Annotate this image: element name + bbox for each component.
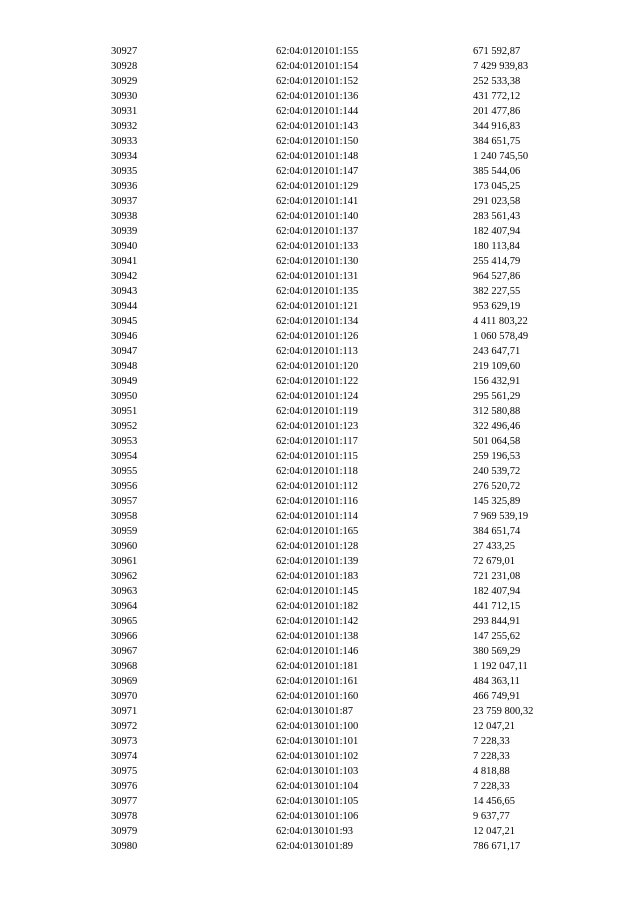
cadastral-value: 276 520,72 bbox=[473, 481, 521, 492]
cadastral-value: 243 647,71 bbox=[473, 346, 521, 357]
cadastral-value: 7 228,33 bbox=[473, 781, 510, 792]
table-row bbox=[0, 344, 640, 359]
cadastral-value: 466 749,91 bbox=[473, 691, 521, 702]
cadastral-number: 62:04:0120101:115 bbox=[276, 451, 358, 462]
table-row bbox=[0, 284, 640, 299]
cadastral-value: 293 844,91 bbox=[473, 616, 521, 627]
table-row bbox=[0, 359, 640, 374]
table-row bbox=[0, 749, 640, 764]
row-number: 30959 bbox=[111, 526, 138, 537]
cadastral-value-table bbox=[0, 44, 640, 854]
row-number: 30950 bbox=[111, 391, 138, 402]
row-number: 30972 bbox=[111, 721, 138, 732]
cadastral-number: 62:04:0120101:119 bbox=[276, 406, 358, 417]
cadastral-value: 173 045,25 bbox=[473, 181, 521, 192]
cadastral-value: 501 064,58 bbox=[473, 436, 521, 447]
table-row bbox=[0, 239, 640, 254]
cadastral-number: 62:04:0120101:114 bbox=[276, 511, 358, 522]
cadastral-value: 252 533,38 bbox=[473, 76, 521, 87]
row-number: 30953 bbox=[111, 436, 138, 447]
cadastral-number: 62:04:0120101:129 bbox=[276, 181, 359, 192]
cadastral-number: 62:04:0120101:135 bbox=[276, 286, 359, 297]
cadastral-number: 62:04:0120101:142 bbox=[276, 616, 359, 627]
cadastral-value: 240 539,72 bbox=[473, 466, 521, 477]
row-number: 30952 bbox=[111, 421, 138, 432]
row-number: 30944 bbox=[111, 301, 138, 312]
cadastral-value: 384 651,75 bbox=[473, 136, 521, 147]
cadastral-number: 62:04:0130101:102 bbox=[276, 751, 359, 762]
cadastral-value: 72 679,01 bbox=[473, 556, 515, 567]
cadastral-value: 219 109,60 bbox=[473, 361, 521, 372]
table-row bbox=[0, 824, 640, 839]
row-number: 30977 bbox=[111, 796, 138, 807]
cadastral-value: 4 411 803,22 bbox=[473, 316, 528, 327]
cadastral-value: 291 023,58 bbox=[473, 196, 521, 207]
cadastral-number: 62:04:0120101:147 bbox=[276, 166, 359, 177]
cadastral-value: 12 047,21 bbox=[473, 721, 515, 732]
cadastral-number: 62:04:0120101:152 bbox=[276, 76, 359, 87]
table-row bbox=[0, 614, 640, 629]
row-number: 30940 bbox=[111, 241, 138, 252]
cadastral-value: 27 433,25 bbox=[473, 541, 515, 552]
cadastral-value: 312 580,88 bbox=[473, 406, 521, 417]
cadastral-number: 62:04:0120101:138 bbox=[276, 631, 359, 642]
cadastral-value: 671 592,87 bbox=[473, 46, 521, 57]
table-row bbox=[0, 539, 640, 554]
table-row bbox=[0, 389, 640, 404]
table-row bbox=[0, 89, 640, 104]
cadastral-value: 344 916,83 bbox=[473, 121, 521, 132]
cadastral-number: 62:04:0120101:143 bbox=[276, 121, 359, 132]
cadastral-number: 62:04:0120101:113 bbox=[276, 346, 358, 357]
table-row bbox=[0, 44, 640, 59]
row-number: 30951 bbox=[111, 406, 138, 417]
row-number: 30976 bbox=[111, 781, 138, 792]
cadastral-number: 62:04:0120101:122 bbox=[276, 376, 359, 387]
cadastral-number: 62:04:0120101:123 bbox=[276, 421, 359, 432]
row-number: 30980 bbox=[111, 841, 138, 852]
row-number: 30968 bbox=[111, 661, 138, 672]
row-number: 30958 bbox=[111, 511, 138, 522]
cadastral-number: 62:04:0120101:145 bbox=[276, 586, 359, 597]
cadastral-value: 953 629,19 bbox=[473, 301, 521, 312]
cadastral-value: 156 432,91 bbox=[473, 376, 521, 387]
table-row bbox=[0, 59, 640, 74]
cadastral-number: 62:04:0120101:133 bbox=[276, 241, 359, 252]
table-row bbox=[0, 74, 640, 89]
row-number: 30960 bbox=[111, 541, 138, 552]
table-row bbox=[0, 149, 640, 164]
table-row bbox=[0, 494, 640, 509]
cadastral-number: 62:04:0120101:150 bbox=[276, 136, 359, 147]
cadastral-value: 7 228,33 bbox=[473, 736, 510, 747]
cadastral-value: 1 192 047,11 bbox=[473, 661, 528, 672]
row-number: 30934 bbox=[111, 151, 138, 162]
cadastral-value: 9 637,77 bbox=[473, 811, 510, 822]
table-row bbox=[0, 629, 640, 644]
table-row bbox=[0, 374, 640, 389]
cadastral-value: 322 496,46 bbox=[473, 421, 521, 432]
cadastral-number: 62:04:0130101:105 bbox=[276, 796, 359, 807]
table-row bbox=[0, 434, 640, 449]
table-row bbox=[0, 404, 640, 419]
table-row bbox=[0, 119, 640, 134]
cadastral-value: 283 561,43 bbox=[473, 211, 521, 222]
table-row bbox=[0, 314, 640, 329]
cadastral-value: 385 544,06 bbox=[473, 166, 521, 177]
cadastral-value: 431 772,12 bbox=[473, 91, 521, 102]
row-number: 30963 bbox=[111, 586, 138, 597]
row-number: 30964 bbox=[111, 601, 138, 612]
table-row bbox=[0, 209, 640, 224]
cadastral-value: 4 818,88 bbox=[473, 766, 510, 777]
cadastral-value: 255 414,79 bbox=[473, 256, 521, 267]
row-number: 30938 bbox=[111, 211, 138, 222]
cadastral-value: 23 759 800,32 bbox=[473, 706, 534, 717]
cadastral-value: 441 712,15 bbox=[473, 601, 521, 612]
cadastral-value: 259 196,53 bbox=[473, 451, 521, 462]
cadastral-number: 62:04:0120101:154 bbox=[276, 61, 359, 72]
table-row bbox=[0, 419, 640, 434]
row-number: 30969 bbox=[111, 676, 138, 687]
cadastral-value: 147 255,62 bbox=[473, 631, 521, 642]
cadastral-number: 62:04:0120101:124 bbox=[276, 391, 359, 402]
cadastral-number: 62:04:0120101:118 bbox=[276, 466, 358, 477]
cadastral-number: 62:04:0120101:128 bbox=[276, 541, 359, 552]
cadastral-number: 62:04:0120101:141 bbox=[276, 196, 359, 207]
row-number: 30957 bbox=[111, 496, 138, 507]
cadastral-number: 62:04:0130101:87 bbox=[276, 706, 354, 717]
table-row bbox=[0, 134, 640, 149]
table-row bbox=[0, 704, 640, 719]
cadastral-number: 62:04:0120101:155 bbox=[276, 46, 359, 57]
table-row bbox=[0, 524, 640, 539]
row-number: 30947 bbox=[111, 346, 138, 357]
row-number: 30929 bbox=[111, 76, 138, 87]
table-row bbox=[0, 269, 640, 284]
cadastral-number: 62:04:0130101:101 bbox=[276, 736, 359, 747]
cadastral-value: 145 325,89 bbox=[473, 496, 521, 507]
cadastral-value: 964 527,86 bbox=[473, 271, 521, 282]
cadastral-number: 62:04:0120101:161 bbox=[276, 676, 359, 687]
row-number: 30970 bbox=[111, 691, 138, 702]
cadastral-value: 201 477,86 bbox=[473, 106, 521, 117]
cadastral-number: 62:04:0120101:183 bbox=[276, 571, 359, 582]
cadastral-value: 12 047,21 bbox=[473, 826, 515, 837]
row-number: 30978 bbox=[111, 811, 138, 822]
cadastral-number: 62:04:0120101:136 bbox=[276, 91, 359, 102]
table-row bbox=[0, 254, 640, 269]
row-number: 30973 bbox=[111, 736, 138, 747]
cadastral-value: 182 407,94 bbox=[473, 226, 521, 237]
row-number: 30946 bbox=[111, 331, 138, 342]
table-row bbox=[0, 734, 640, 749]
cadastral-value: 295 561,29 bbox=[473, 391, 521, 402]
cadastral-number: 62:04:0120101:140 bbox=[276, 211, 359, 222]
table-row bbox=[0, 104, 640, 119]
table-row bbox=[0, 449, 640, 464]
cadastral-value: 384 651,74 bbox=[473, 526, 521, 537]
table-row bbox=[0, 299, 640, 314]
cadastral-number: 62:04:0120101:139 bbox=[276, 556, 359, 567]
cadastral-number: 62:04:0120101:181 bbox=[276, 661, 359, 672]
cadastral-value: 182 407,94 bbox=[473, 586, 521, 597]
row-number: 30935 bbox=[111, 166, 138, 177]
table-row bbox=[0, 224, 640, 239]
table-row bbox=[0, 674, 640, 689]
row-number: 30928 bbox=[111, 61, 138, 72]
cadastral-number: 62:04:0120101:160 bbox=[276, 691, 359, 702]
cadastral-number: 62:04:0120101:148 bbox=[276, 151, 359, 162]
table-row bbox=[0, 839, 640, 854]
cadastral-value: 7 228,33 bbox=[473, 751, 510, 762]
cadastral-number: 62:04:0120101:121 bbox=[276, 301, 359, 312]
table-row bbox=[0, 644, 640, 659]
row-number: 30965 bbox=[111, 616, 138, 627]
cadastral-value: 180 113,84 bbox=[473, 241, 520, 252]
table-row bbox=[0, 554, 640, 569]
row-number: 30979 bbox=[111, 826, 138, 837]
cadastral-value: 721 231,08 bbox=[473, 571, 521, 582]
table-row bbox=[0, 764, 640, 779]
cadastral-number: 62:04:0130101:100 bbox=[276, 721, 359, 732]
cadastral-number: 62:04:0120101:165 bbox=[276, 526, 359, 537]
cadastral-number: 62:04:0130101:93 bbox=[276, 826, 354, 837]
table-row bbox=[0, 599, 640, 614]
cadastral-value: 380 569,29 bbox=[473, 646, 521, 657]
table-row bbox=[0, 689, 640, 704]
table-row bbox=[0, 329, 640, 344]
cadastral-number: 62:04:0120101:116 bbox=[276, 496, 358, 507]
cadastral-number: 62:04:0120101:130 bbox=[276, 256, 359, 267]
row-number: 30945 bbox=[111, 316, 138, 327]
row-number: 30937 bbox=[111, 196, 138, 207]
table-row bbox=[0, 584, 640, 599]
row-number: 30936 bbox=[111, 181, 138, 192]
cadastral-value: 7 429 939,83 bbox=[473, 61, 529, 72]
cadastral-value: 7 969 539,19 bbox=[473, 511, 529, 522]
table-row bbox=[0, 779, 640, 794]
cadastral-number: 62:04:0120101:117 bbox=[276, 436, 358, 447]
row-number: 30955 bbox=[111, 466, 138, 477]
table-row bbox=[0, 179, 640, 194]
row-number: 30974 bbox=[111, 751, 138, 762]
row-number: 30967 bbox=[111, 646, 138, 657]
cadastral-number: 62:04:0120101:146 bbox=[276, 646, 359, 657]
table-row bbox=[0, 659, 640, 674]
row-number: 30941 bbox=[111, 256, 138, 267]
cadastral-value: 1 240 745,50 bbox=[473, 151, 529, 162]
cadastral-number: 62:04:0120101:120 bbox=[276, 361, 359, 372]
table-row bbox=[0, 164, 640, 179]
row-number: 30927 bbox=[111, 46, 138, 57]
cadastral-value: 786 671,17 bbox=[473, 841, 521, 852]
table-row bbox=[0, 464, 640, 479]
cadastral-value: 14 456,65 bbox=[473, 796, 515, 807]
row-number: 30971 bbox=[111, 706, 138, 717]
row-number: 30930 bbox=[111, 91, 138, 102]
cadastral-number: 62:04:0120101:137 bbox=[276, 226, 359, 237]
row-number: 30954 bbox=[111, 451, 138, 462]
cadastral-number: 62:04:0120101:131 bbox=[276, 271, 359, 282]
cadastral-number: 62:04:0120101:144 bbox=[276, 106, 359, 117]
cadastral-number: 62:04:0130101:104 bbox=[276, 781, 359, 792]
row-number: 30949 bbox=[111, 376, 138, 387]
row-number: 30966 bbox=[111, 631, 138, 642]
row-number: 30942 bbox=[111, 271, 138, 282]
table-row bbox=[0, 809, 640, 824]
cadastral-number: 62:04:0130101:89 bbox=[276, 841, 354, 852]
row-number: 30975 bbox=[111, 766, 138, 777]
cadastral-value: 484 363,11 bbox=[473, 676, 520, 687]
cadastral-value: 1 060 578,49 bbox=[473, 331, 529, 342]
table-row bbox=[0, 719, 640, 734]
row-number: 30943 bbox=[111, 286, 138, 297]
table-row bbox=[0, 479, 640, 494]
cadastral-number: 62:04:0120101:134 bbox=[276, 316, 359, 327]
row-number: 30962 bbox=[111, 571, 138, 582]
row-number: 30948 bbox=[111, 361, 138, 372]
table-row bbox=[0, 509, 640, 524]
table-row bbox=[0, 194, 640, 209]
cadastral-number: 62:04:0120101:112 bbox=[276, 481, 358, 492]
table-row bbox=[0, 794, 640, 809]
cadastral-number: 62:04:0130101:106 bbox=[276, 811, 359, 822]
cadastral-value: 382 227,55 bbox=[473, 286, 521, 297]
cadastral-number: 62:04:0120101:126 bbox=[276, 331, 359, 342]
cadastral-number: 62:04:0120101:182 bbox=[276, 601, 359, 612]
row-number: 30961 bbox=[111, 556, 138, 567]
table-row bbox=[0, 569, 640, 584]
row-number: 30939 bbox=[111, 226, 138, 237]
row-number: 30932 bbox=[111, 121, 138, 132]
row-number: 30933 bbox=[111, 136, 138, 147]
cadastral-number: 62:04:0130101:103 bbox=[276, 766, 359, 777]
row-number: 30956 bbox=[111, 481, 138, 492]
row-number: 30931 bbox=[111, 106, 138, 117]
